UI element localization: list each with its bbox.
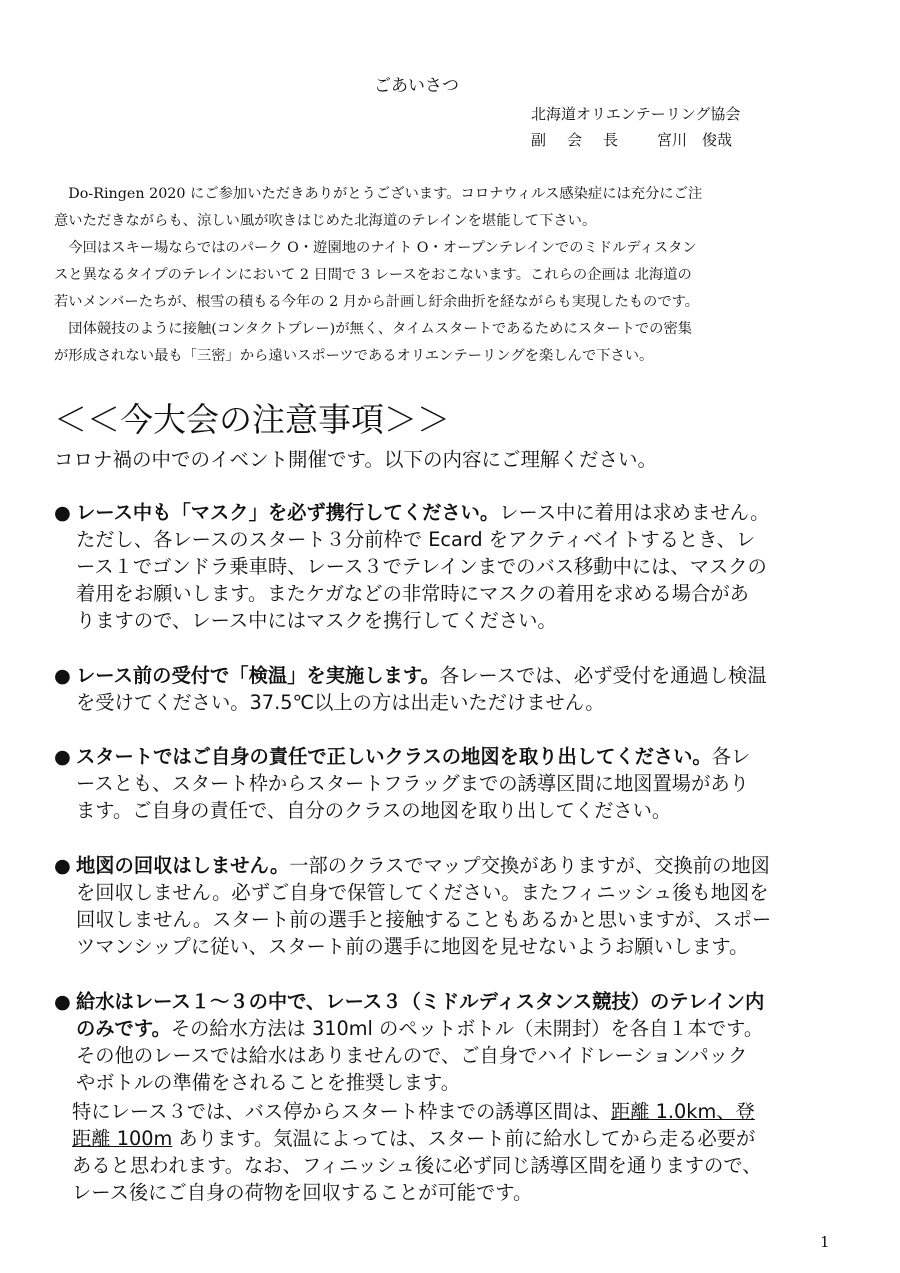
item-line: ます。ご自身の責任で、自分のクラスの地図を取り出してください。 <box>76 799 672 822</box>
notice-item-map-pickup <box>54 741 750 769</box>
notice-item-temperature <box>54 660 767 688</box>
item-line: 回収しません。スタート前の選手と接触することもあるかと思いますが、スポー <box>76 908 772 931</box>
item-line <box>76 1013 763 1041</box>
item-text: その給水方法は 310ml のペットボトル（未開封）を各自１本です。 <box>170 1017 764 1040</box>
role-char: 長 <box>603 131 619 149</box>
underlined-text: 距離 1.0km、登 <box>610 1100 755 1123</box>
item-line: ただし、各レースのスタート３分前枠で Ecard をアクティベイトするとき、レ <box>76 528 756 551</box>
item-bold-text: スタートではご自身の責任で正しいクラスの地図を取り出してください。 <box>76 745 712 768</box>
greeting-title: ごあいさつ <box>374 76 459 96</box>
item-line: ツマンシップに従い、スタート前の選手に地図を見せないようお願いします。 <box>76 935 749 958</box>
item-bold-text: レース前の受付で「検温」を実施します。 <box>76 664 440 687</box>
item-text: 各レースでは、必ず受付を通過し検温 <box>439 664 767 687</box>
bullet: ● <box>54 501 71 524</box>
notice-item-water <box>54 986 764 1014</box>
notice-heading: ＜＜今大会の注意事項＞＞ <box>54 400 450 439</box>
item-line: を回収しません。必ずご自身で保管してください。またフィニッシュ後も地図を <box>76 881 769 904</box>
bullet: ● <box>54 664 71 687</box>
notice-lead: コロナ禍の中でのイベント開催です。以下の内容にご理解ください。 <box>54 448 657 471</box>
item-text: 特にレース３では、バス停からスタート枠までの誘導区間は、 <box>72 1100 611 1123</box>
item-bold-text: レース中も「マスク」を必ず携行してください。 <box>76 501 500 524</box>
item-line: ースとも、スタート枠からスタートフラッグまでの誘導区間に地図置場があり <box>76 772 749 795</box>
item-line <box>72 1096 755 1124</box>
organization-role-and-name <box>531 129 732 150</box>
intro-line: Do-Ringen 2020 にご参加いただきありがとうございます。コロナウィルス感染症には充分にご注 <box>54 186 703 202</box>
person-name: 宮川 俊哉 <box>657 131 733 149</box>
item-text: あります。気温によっては、スタート前に給水してから走る必要が <box>172 1127 756 1150</box>
item-line: その他のレースでは給水はありませんので、ご自身でハイドレーションパック <box>76 1044 748 1067</box>
item-bold-text: 給水はレース１～３の中で、レース３（ミドルディスタンス競技）のテレイン内 <box>76 990 765 1013</box>
item-line <box>72 1123 755 1151</box>
item-bold-text: のみです。 <box>76 1017 171 1040</box>
bullet: ● <box>54 745 71 768</box>
item-text: 一部のクラスでマップ交換がありますが、交換前の地図 <box>289 854 770 877</box>
notice-item-mask <box>54 497 769 525</box>
intro-line: 今回はスキー場ならではのパーク O・遊園地のナイト O・オープンテレインでのミドルディスタン <box>54 240 697 256</box>
item-line: を受けてください。37.5℃以上の方は出走いただけません。 <box>76 691 605 714</box>
intro-line: 意いただきながらも、涼しい風が吹きはじめた北海道のテレインを堪能して下さい。 <box>54 213 597 229</box>
item-line: りますので、レース中にはマスクを携行してください。 <box>76 609 557 632</box>
underlined-text: 距離 100m <box>72 1127 173 1150</box>
role-char: 会 <box>567 131 583 149</box>
item-line: あると思われます。なお、フィニッシュ後に必ず同じ誘導区間を通りますので、 <box>72 1154 762 1177</box>
item-line: レース後にご自身の荷物を回収することが可能です。 <box>72 1181 533 1204</box>
bullet: ● <box>54 990 71 1013</box>
item-line: やボトルの準備をされることを推奨します。 <box>76 1071 461 1094</box>
item-text: レース中に着用は求めません。 <box>499 501 770 524</box>
notice-item-map-collection <box>54 850 770 878</box>
item-line: ース１でゴンドラ乗車時、レース３でテレインまでのバス移動中には、マスクの <box>76 555 767 578</box>
role-char: 副 <box>531 131 547 149</box>
intro-line: スと異なるタイプのテレインにおいて 2 日間で 3 レースをおこないます。これらの企画は 北海道の <box>54 267 692 283</box>
page-number: 1 <box>820 1233 830 1251</box>
intro-line: 若いメンバーたちが、根雪の積もる今年の 2 月から計画し紆余曲折を経ながらも実現したものです。 <box>54 294 700 310</box>
item-text: 各レ <box>711 745 751 768</box>
item-bold-text: 地図の回収はしません。 <box>76 854 290 877</box>
intro-line: 団体競技のように接触(コンタクトプレー)が無く、タイムスタートであるためにスタートでの密集 <box>54 321 693 337</box>
bullet: ● <box>54 854 71 877</box>
intro-line: が形成されない最も「三密」から遠いスポーツであるオリエンテーリングを楽しんで下さい。 <box>54 348 654 364</box>
item-line: 着用をお願いします。またケガなどの非常時にマスクの着用を求める場合があ <box>76 582 749 605</box>
organization-name: 北海道オリエンテーリング協会 <box>531 105 741 123</box>
